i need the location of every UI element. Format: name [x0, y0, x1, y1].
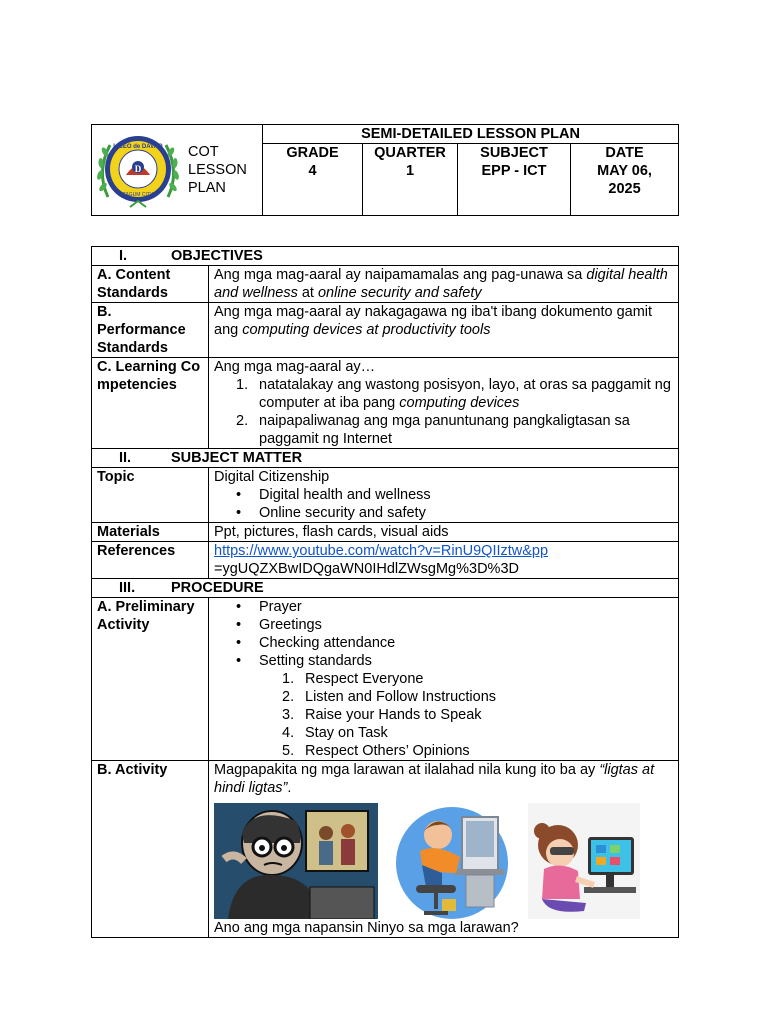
learning-competencies-text: Ang mga mag-aaral ay… 1. natatalakay ang wastong posisyon, layo, at oras sa paggamit ng computer at iba pang computing devices 2. naipapaliwanag ang mga panuntunang pangkaligtasan sa paggamit ng Internet: [209, 358, 679, 449]
list-item: • Online security and safety: [236, 504, 673, 522]
subject-cell: SUBJECT EPP - ICT: [458, 144, 571, 216]
grade-cell: GRADE 4: [263, 144, 363, 216]
list-item: 2. naipapaliwanag ang mga panuntunang pangkaligtasan sa paggamit ng Internet: [236, 413, 630, 447]
svg-text:D: D: [134, 164, 142, 174]
materials-label: Materials: [92, 523, 209, 542]
svg-text:TAGUM CITY: TAGUM CITY: [122, 192, 154, 198]
content-standards-text: Ang mga mag-aaral ay naipamamalas ang pag-unawa sa digital health and wellness at online security and safety: [209, 266, 679, 303]
hunched-computer-user-image: [214, 803, 378, 919]
standards-list: [214, 670, 673, 760]
list-item: • Setting standards: [236, 652, 673, 670]
list-item: 1. natatalakay ang wastong posisyon, layo, at oras sa paggamit ng computer at iba pang computing devices: [236, 377, 671, 411]
topic-list: [214, 486, 673, 522]
topic-label: Topic: [92, 468, 209, 523]
references-text: https://www.youtube.com/watch?v=RinU9QIIztw&pp =ygUQZXBwIDQgaWN0IHdlZWsgMg%3D%3D: [209, 542, 679, 579]
reference-link[interactable]: https://www.youtube.com/watch?v=RinU9QIIztw&pp: [214, 543, 549, 559]
header-table: [91, 124, 679, 216]
list-item: • Checking attendance: [236, 634, 673, 652]
lesson-plan-table: [91, 246, 679, 938]
preliminary-activity-label: A. Preliminary Activity: [92, 598, 209, 761]
list-item: 3. Raise your Hands to Speak: [282, 707, 482, 723]
document-title: SEMI-DETAILED LESSON PLAN: [263, 125, 679, 144]
list-item: • Prayer: [236, 598, 673, 616]
activity-images: [214, 803, 673, 919]
list-item: 4. Stay on Task: [282, 725, 388, 741]
list-item: 1. Respect Everyone: [282, 671, 424, 687]
quarter-cell: QUARTER 1: [363, 144, 458, 216]
materials-text: Ppt, pictures, flash cards, visual aids: [209, 523, 679, 542]
girl-with-vr-headset-image: [528, 803, 640, 919]
learning-competencies-label: C. Learning Competencies: [92, 358, 209, 449]
content-standards-label: A. Content Standards: [92, 266, 209, 303]
cot-lesson-plan-label: COT LESSON PLAN: [188, 144, 247, 196]
school-seal-logo: [94, 127, 182, 213]
topic-text: Digital Citizenship • Digital health and wellness • Online security and safety: [209, 468, 679, 523]
section-objectives: I. OBJECTIVES: [92, 247, 679, 266]
list-item: 5. Respect Others’ Opinions: [282, 743, 470, 759]
section-subject-matter: II. SUBJECT MATTER: [92, 449, 679, 468]
boy-at-computer-image: [396, 803, 508, 919]
competencies-list: [214, 376, 673, 448]
activity-text: Magpapakita ng mga larawan at ilalahad nila kung ito ba ay “ligtas at hindi ligtas”. Ano ang mga napansin Ninyo sa mga larawan?: [209, 761, 679, 938]
preliminary-activity-text: [209, 598, 679, 761]
date-cell: DATE MAY 06, 2025: [571, 144, 679, 216]
references-label: References: [92, 542, 209, 579]
performance-standards-text: Ang mga mag-aaral ay nakagagawa ng iba't ibang dokumento gamit ang computing devices at productivity tools: [209, 303, 679, 358]
section-procedure: III. PROCEDURE: [92, 579, 679, 598]
list-item: 2. Listen and Follow Instructions: [282, 689, 497, 705]
preliminary-list: [214, 598, 673, 670]
svg-text:LICEO de DAVAO: LICEO de DAVAO: [113, 144, 163, 150]
performance-standards-label: B. Performance Standards: [92, 303, 209, 358]
activity-label: B. Activity: [92, 761, 209, 938]
list-item: • Digital health and wellness: [236, 486, 673, 504]
logo-cell: [92, 125, 263, 216]
list-item: • Greetings: [236, 616, 673, 634]
